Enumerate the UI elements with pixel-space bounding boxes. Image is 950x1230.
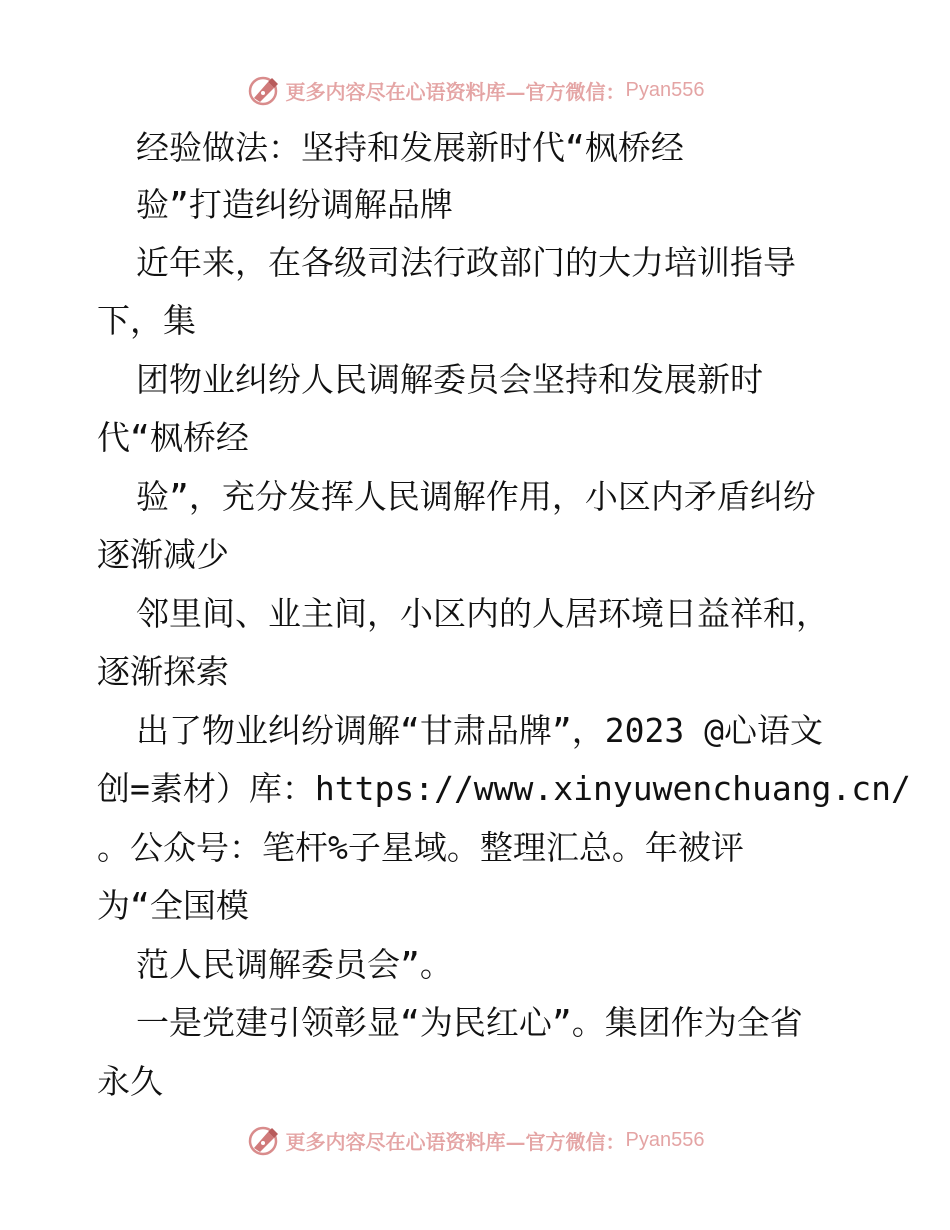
text-line: 下，集: [97, 301, 196, 340]
text-line: 经验做法：坚持和发展新时代“枫桥经: [136, 128, 684, 167]
text-line: 团物业纠纷人民调解委员会坚持和发展新时: [136, 360, 763, 399]
text-line: 验”，充分发挥人民调解作用，小区内矛盾纠纷: [136, 477, 816, 516]
footer-watermark-banner: [0, 1120, 950, 1160]
footer-banner-wechat-id: Pyan556: [625, 1128, 705, 1151]
text-line: 逐渐探索: [97, 652, 229, 691]
text-line: 出了物业纠纷调解“甘肃品牌”，2023 @心语文: [136, 711, 823, 750]
pen-nib-logo-icon: [246, 72, 282, 108]
text-line: 代“枫桥经: [97, 418, 249, 457]
text-line: 逐渐减少: [97, 535, 229, 574]
header-banner-wechat-id: Pyan556: [625, 78, 705, 101]
text-line: 一是党建引领彰显“为民红心”。集团作为全省: [136, 1003, 803, 1042]
text-line: 。公众号：笔杆%子星域。整理汇总。年被评: [97, 828, 744, 867]
header-watermark-banner: [0, 70, 950, 110]
footer-banner-text: 更多内容尽在心语资料库—官方微信：: [285, 1129, 626, 1154]
text-line: 邻里间、业主间，小区内的人居环境日益祥和，: [136, 594, 829, 633]
text-line: 验”打造纠纷调解品牌: [136, 185, 453, 224]
header-banner-text: 更多内容尽在心语资料库—官方微信：: [285, 79, 626, 104]
pen-nib-logo-icon: [246, 1122, 282, 1158]
text-line: 为“全国模: [97, 886, 249, 925]
text-line: 范人民调解委员会”。: [136, 945, 453, 984]
text-line: 创=素材）库：https://www.xinyuwenchuang.cn/: [97, 769, 911, 808]
text-line: 近年来，在各级司法行政部门的大力培训指导: [136, 243, 796, 282]
text-line: 永久: [97, 1062, 163, 1101]
